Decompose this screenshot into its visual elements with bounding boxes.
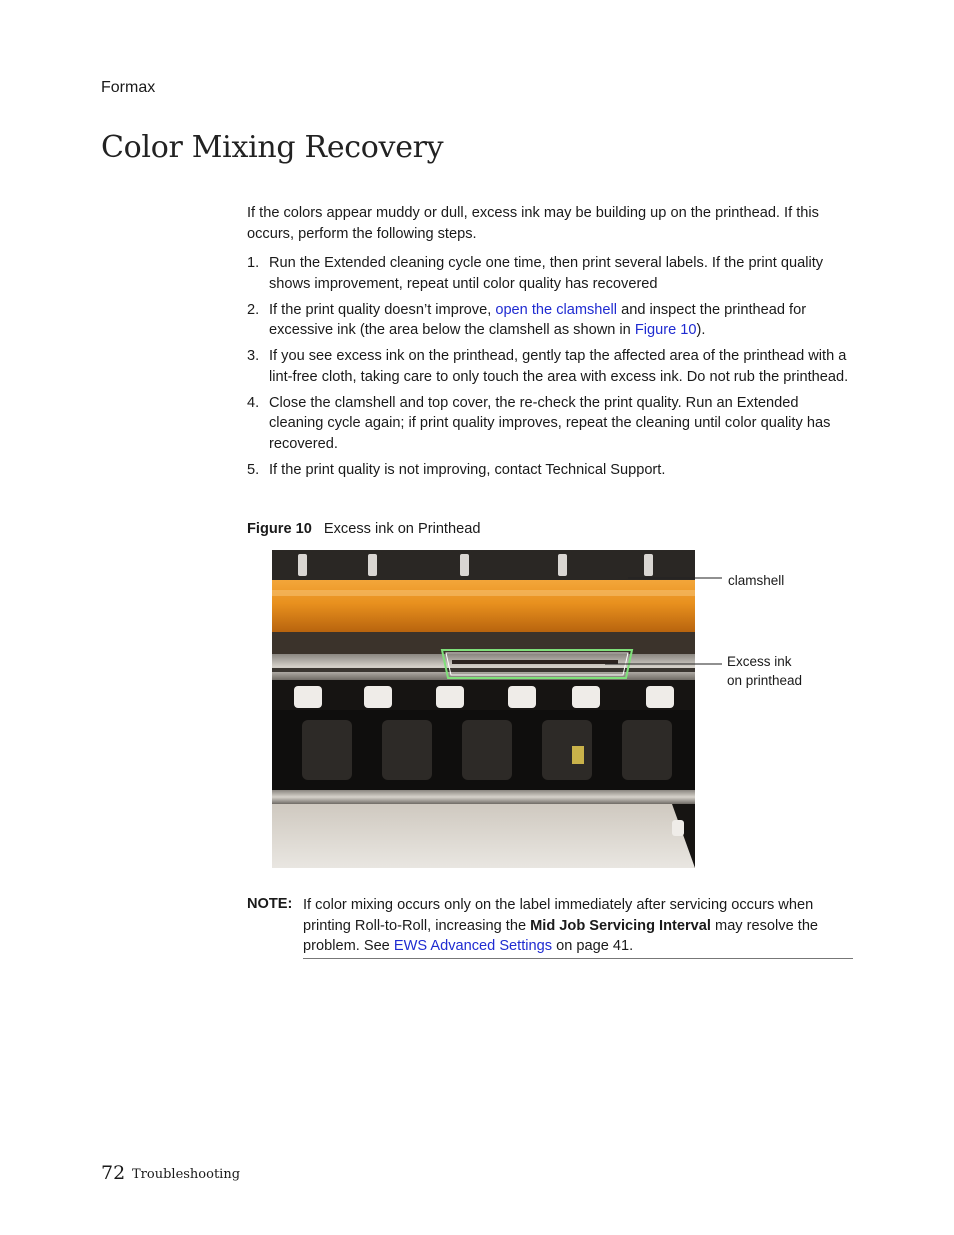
printhead-photo-illustration	[272, 550, 695, 868]
note-text-pre: If color mixing occurs only on the label immediately after servicing occurs when printing Roll-to-Roll, increasing the	[303, 897, 814, 934]
section-title: Color Mixing Recovery	[101, 130, 444, 165]
step-text: If the print quality is not improving, contact Technical Support.	[269, 461, 666, 478]
steps-list	[247, 253, 853, 486]
note-label: NOTE:	[247, 896, 293, 912]
note-body	[303, 895, 855, 957]
step-number: 2.	[247, 301, 260, 318]
page-number: 72	[101, 1162, 126, 1184]
open-clamshell-link[interactable]: open the clamshell	[495, 301, 618, 318]
callout-clamshell: clamshell	[728, 573, 785, 588]
step-item	[247, 460, 853, 481]
step-text: If you see excess ink on the printhead, gently tap the affected area of the printhead with a lint-free cloth, taking care to only touch the area with excess ink. Do not rub the printhead.	[269, 348, 849, 385]
step-text: Close the clamshell and top cover, the re-check the print quality. Run an Extended cleaning cycle again; if print quality improves, repeat the cleaning until color quality has recovered.	[269, 394, 831, 452]
step-text-pre: If the print quality doesn’t improve,	[269, 301, 496, 318]
intro-paragraph: If the colors appear muddy or dull, excess ink may be building up on the printhead. If this occurs, perform the following steps.	[247, 205, 819, 242]
running-header: Formax	[101, 79, 156, 96]
step-item	[247, 346, 853, 387]
callout-excess-ink	[727, 652, 802, 690]
note-bold-setting: Mid Job Servicing Interval	[530, 917, 711, 934]
figure-caption	[247, 521, 480, 537]
step-text-post: ).	[696, 322, 706, 338]
figure-10-link[interactable]: Figure 10	[634, 322, 697, 338]
ews-advanced-settings-link[interactable]: EWS Advanced Settings	[393, 938, 553, 954]
callout-excess-ink-line1: Excess ink	[727, 654, 792, 669]
step-number: 4.	[247, 394, 260, 411]
step-item	[247, 253, 853, 294]
note-text-mid: may resolve the problem. See	[303, 917, 819, 954]
note-divider	[303, 958, 853, 959]
step-text-mid: and inspect the printhead for excessive ink (the area below the clamshell as shown in	[269, 301, 807, 338]
figure-caption-text: Excess ink on Printhead	[323, 521, 481, 537]
step-number: 1.	[247, 255, 260, 271]
figure-label: Figure 10	[247, 521, 312, 537]
step-item	[247, 393, 853, 455]
step-item	[247, 300, 853, 341]
step-number: 3.	[247, 348, 260, 364]
step-number: 5.	[247, 461, 260, 478]
step-text: Run the Extended cleaning cycle one time, then print several labels. If the print quality shows improvement, repeat until color quality has recovered	[269, 255, 824, 292]
note-text-post: on page 41.	[552, 938, 634, 954]
footer-section: Troubleshooting	[132, 1167, 241, 1182]
printhead-photo	[272, 550, 695, 868]
callout-excess-ink-line2: on printhead	[727, 673, 803, 688]
